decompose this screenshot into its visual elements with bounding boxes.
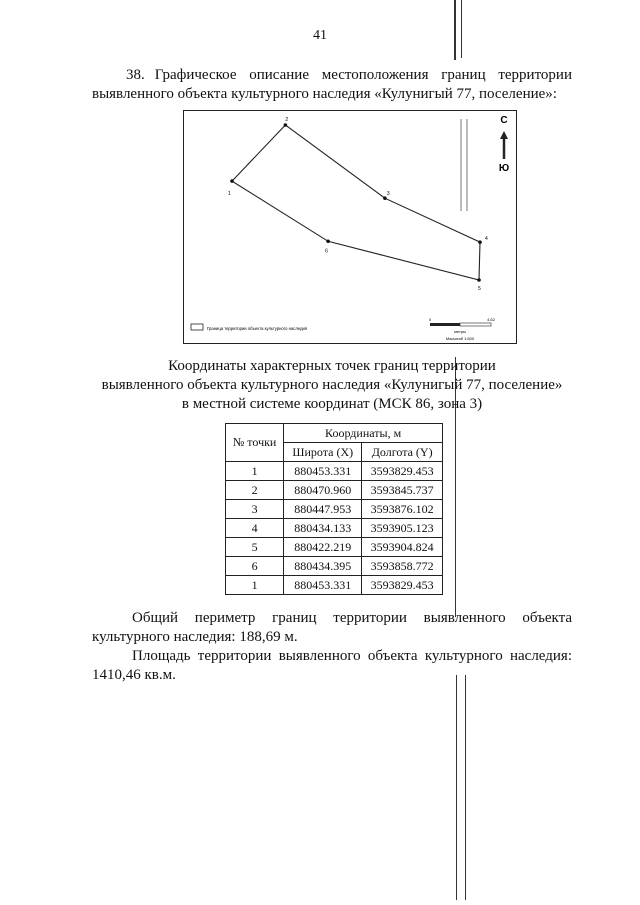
scan-artifact-line <box>461 0 462 58</box>
boundary-points <box>228 117 488 292</box>
coordinates-title <box>92 357 572 414</box>
table-row <box>226 538 443 557</box>
boundary-point-marker <box>284 123 288 127</box>
longitude-cell: 3593829.453 <box>362 462 443 481</box>
latitude-cell: 880453.331 <box>284 576 362 595</box>
boundary-point-label: 4 <box>485 236 488 243</box>
point-cell: 4 <box>226 519 284 538</box>
boundary-point-marker <box>230 179 234 183</box>
table-row <box>226 500 443 519</box>
latitude-cell: 880453.331 <box>284 462 362 481</box>
longitude-cell: 3593905.123 <box>362 519 443 538</box>
section-heading-text: Графическое описание местоположения границ территории выявленного объекта культурного наследия «Кулунигый 77, поселение»: <box>92 67 572 102</box>
point-cell: 1 <box>226 462 284 481</box>
legend-text: Граница территории объекта культурного наследия <box>207 326 308 331</box>
column-header-coordinates: Координаты, м <box>284 424 443 443</box>
boundary-map <box>183 110 517 344</box>
latitude-cell: 880434.395 <box>284 557 362 576</box>
boundary-polygon <box>232 125 480 280</box>
latitude-cell: 880470.960 <box>284 481 362 500</box>
scale-bar-segment <box>430 323 460 326</box>
area-paragraph <box>92 647 572 685</box>
section-heading <box>92 66 572 104</box>
page-number: 41 <box>313 28 327 43</box>
scan-artifact-line <box>465 675 466 900</box>
latitude-cell: 880447.953 <box>284 500 362 519</box>
scale-bar-segment <box>460 323 491 326</box>
scale-end-label: 4,62 <box>487 317 495 322</box>
section-number: 38. <box>126 67 145 83</box>
boundary-point-label: 5 <box>478 286 481 292</box>
coordinates-title-line: в местной системе координат (МСК 86, зона 3) <box>181 396 483 412</box>
north-arrow-icon <box>499 115 509 174</box>
latitude-cell: 880422.219 <box>284 538 362 557</box>
scale-unit-label: метры <box>454 329 466 334</box>
point-cell: 5 <box>226 538 284 557</box>
boundary-point-marker <box>326 239 330 243</box>
scan-artifact-line <box>454 0 456 60</box>
table-header-row <box>226 424 443 443</box>
boundary-point-label: 6 <box>325 248 328 255</box>
perimeter-paragraph <box>92 609 572 647</box>
longitude-cell: 3593845.737 <box>362 481 443 500</box>
longitude-cell: 3593829.453 <box>362 576 443 595</box>
column-header-point: № точки <box>226 424 284 462</box>
table-row <box>226 481 443 500</box>
boundary-point-marker <box>477 278 481 282</box>
boundary-map-drawing <box>184 111 518 345</box>
coordinates-title-line: выявленного объекта культурного наследия «Кулунигый 77, поселение» <box>101 377 563 393</box>
point-cell: 1 <box>226 576 284 595</box>
column-header-latitude: Широта (X) <box>284 443 362 462</box>
coordinates-table <box>225 423 443 595</box>
column-header-longitude: Долгота (Y) <box>362 443 443 462</box>
point-cell: 6 <box>226 557 284 576</box>
coordinates-title-line: Координаты характерных точек границ территории <box>168 358 496 374</box>
boundary-point-label: 2 <box>285 117 289 123</box>
scan-artifact-line <box>456 675 457 900</box>
table-row <box>226 576 443 595</box>
table-row <box>226 557 443 576</box>
scale-bar <box>429 317 496 341</box>
south-label: Ю <box>498 163 510 174</box>
table-row <box>226 519 443 538</box>
point-cell: 3 <box>226 500 284 519</box>
scale-ratio-label: Масштаб 1:500 <box>445 336 475 341</box>
north-label: С <box>500 115 508 126</box>
boundary-point-label: 1 <box>228 191 231 198</box>
map-legend <box>191 324 307 331</box>
longitude-cell: 3593858.772 <box>362 557 443 576</box>
legend-swatch <box>191 324 203 330</box>
point-cell: 2 <box>226 481 284 500</box>
table-row <box>226 462 443 481</box>
boundary-point-label: 3 <box>386 191 390 198</box>
boundary-point-marker <box>478 240 482 244</box>
area-text: Площадь территории выявленного объекта культурного наследия: 1410,46 кв.м. <box>92 648 572 683</box>
perimeter-text: Общий периметр границ территории выявленного объекта культурного наследия: 188,69 м. <box>92 610 572 645</box>
longitude-cell: 3593904.824 <box>362 538 443 557</box>
scale-start-label: 0 <box>428 317 432 322</box>
map-grid-lines <box>461 119 467 211</box>
latitude-cell: 880434.133 <box>284 519 362 538</box>
longitude-cell: 3593876.102 <box>362 500 443 519</box>
